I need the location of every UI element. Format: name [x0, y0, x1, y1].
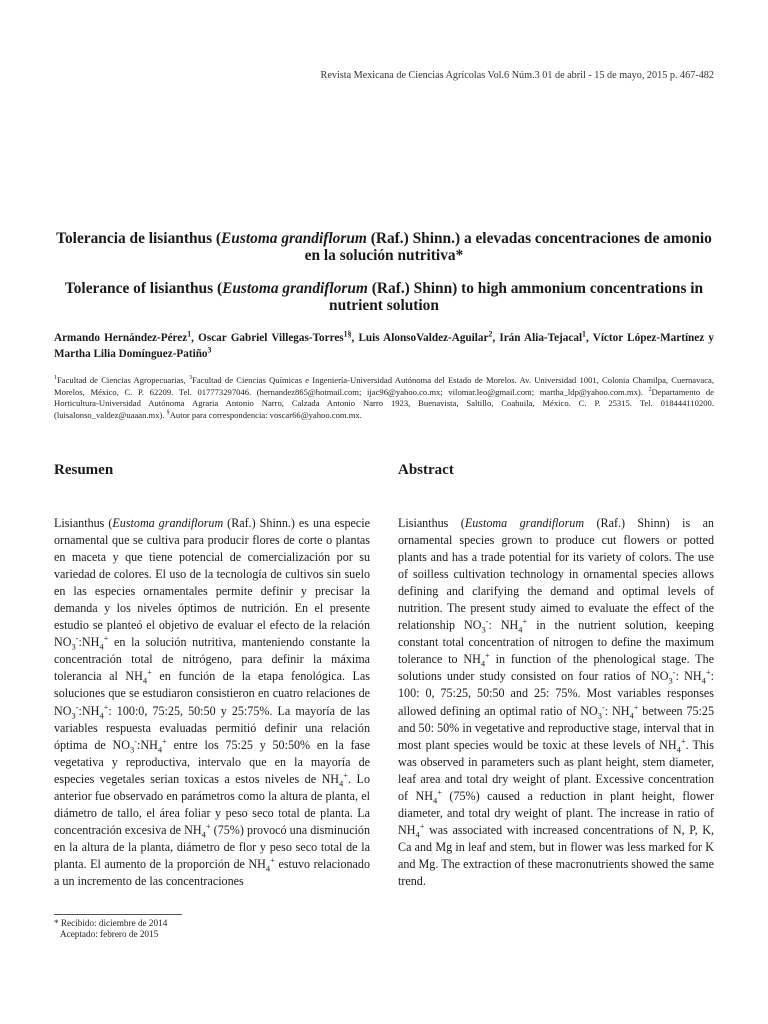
- nh4-superscript: +: [343, 769, 349, 780]
- abstract-body: [398, 515, 714, 890]
- nh4-subscript: 4: [157, 744, 163, 755]
- author-2: , Oscar Gabriel Villegas-Torres: [191, 332, 344, 344]
- nh4-subscript: 4: [629, 709, 634, 720]
- abstract-text: : NH: [488, 618, 519, 633]
- no3-subscript: 3: [481, 624, 486, 635]
- no3-subscript: 3: [668, 675, 673, 686]
- author-3: , Luis AlonsoValdez-Aguilar: [351, 332, 489, 344]
- nh4-subscript: 4: [99, 641, 104, 652]
- received-footnote: [54, 918, 167, 940]
- abstract-heading: Abstract: [398, 462, 454, 478]
- abstract-text: : 100: 0, 75:25, 50:50 and 25: 75%. Most variables responses allowed defining an optimal ratio of NO: [398, 669, 714, 718]
- nh4-subscript: 4: [432, 795, 438, 806]
- affil-sup-1: 1: [54, 375, 58, 382]
- abstract-text: was associated with increased concentrations of N, P, K, Ca and Mg in leaf and stem, but in flower was less marked for K and Mg. The extraction of these macronutrients showed the same trend.: [398, 822, 714, 888]
- author-4-sup: 1: [582, 329, 586, 339]
- nh4-superscript: +: [147, 667, 152, 678]
- author-3-sup: 2: [488, 329, 493, 339]
- nh4-subscript: 4: [142, 675, 148, 686]
- accepted-date: Aceptado: febrero de 2015: [60, 929, 159, 939]
- affil-sup-3: 3: [189, 375, 193, 382]
- nh4-superscript: +: [205, 820, 211, 831]
- resumen-text: . Lo anterior fue observado en parámetros como la altura de planta, el diámetro de tallo, el área foliar y peso seco total de planta. La concentración excesiva de NH: [54, 771, 370, 837]
- abstract-text: (Raf.) Shinn) is an ornamental species grown to produce cut flowers or potted plants and has a trade potential for its variety of colors. The use of soilless cultivation technology in ornamental species allows defining and clarifying the demand and optimal levels of nutrition. The present study aimed to evaluate the effect of the relationship NO: [398, 516, 714, 633]
- abstract-species: Eustoma grandiflorum: [464, 516, 585, 530]
- nh4-subscript: 4: [201, 829, 206, 840]
- nh4-superscript: +: [522, 616, 528, 627]
- nh4-subscript: 4: [676, 744, 681, 755]
- abstract-text: : NH: [604, 703, 630, 718]
- no3-superscript: -: [134, 735, 138, 746]
- nh4-subscript: 4: [415, 829, 420, 840]
- resumen-text: : 100:0, 75:25, 50:50 y 25:75%. La mayoría de las variables respuesta evaluadas permitió definir una relación óptima de NO: [54, 703, 370, 752]
- affil-text-2: Departamento de Horticultura-Universidad Autónoma Agraria Antonio Narro, Calzada Antonio Narro 1923, Buenavista, Saltillo, Coahuila, México. C. P. 25315. Tel. 018444110200. (luisalonso_valdez@uaaan.mx).: [54, 386, 714, 420]
- resumen-species: Eustoma grandiflorum: [112, 516, 224, 530]
- affil-sup-2: 2: [648, 386, 652, 393]
- nh4-subscript: 4: [701, 675, 706, 686]
- nh4-superscript: +: [633, 701, 639, 712]
- title-en-post: (Raf.) Shinn) to high ammonium concentrations in nutrient solution: [329, 280, 704, 314]
- no3-superscript: -: [75, 633, 79, 644]
- no3-superscript: -: [485, 616, 489, 627]
- resumen-text: :NH: [78, 703, 100, 718]
- no3-subscript: 3: [129, 744, 135, 755]
- nh4-subscript: 4: [480, 658, 486, 669]
- resumen-text: (Raf.) Shinn.) es una especie ornamental que se cultiva para producir flores de corte o plantas en maceta y que tiene potencial de comercialización por su variedad de colores. El uso de la tecnología de cultivos sin suelo en las especies ornamentales permite definir y precisar la demanda y los niveles óptimos de nutrición. En el presente estudio se planteó el objetivo de evaluar el efecto de la relación NO: [54, 516, 370, 650]
- abstract-text: in function of the phenological stage. The solutions under study consisted on four ratios of NO: [398, 652, 714, 684]
- title-es-species: Eustoma grandiflorum: [221, 230, 367, 247]
- author-1-sup: 1: [187, 329, 192, 339]
- nh4-superscript: +: [103, 701, 109, 712]
- title-en-pre: Tolerance of lisianthus (: [64, 280, 223, 297]
- resumen-text: entre los 75:25 y 50:50% en la fase vegetativa y reproductiva, intervalo que en la mayoría de especies vegetales serian toxicas a estos niveles de NH: [54, 737, 370, 786]
- nh4-subscript: 4: [99, 709, 104, 720]
- nh4-subscript: 4: [265, 863, 271, 874]
- resumen-text: (75%) provocó una disminución en la altura de la planta, diámetro de flor y peso seco total de la planta. El aumento de la proporción de NH: [54, 822, 371, 871]
- journal-header: Revista Mexicana de Ciencias Agrícolas Vol.6 Núm.3 01 de abril - 15 de mayo, 2015 p. 467-482: [320, 70, 714, 81]
- resumen-text: en función de la etapa fenológica. Las soluciones que se estudiaron consistieron en cuatro relaciones de NO: [54, 669, 370, 718]
- author-1: Armando Hernández-Pérez: [54, 332, 188, 344]
- footnote-divider: [54, 914, 182, 915]
- title-spanish: [54, 230, 714, 264]
- affiliations: [54, 375, 714, 421]
- nh4-subscript: 4: [518, 624, 523, 635]
- resumen-body: [54, 515, 370, 890]
- nh4-superscript: +: [103, 633, 109, 644]
- author-5-sup: 3: [207, 345, 212, 355]
- no3-subscript: 3: [597, 709, 602, 720]
- author-4: , Irán Alia-Tejacal: [492, 332, 583, 344]
- no3-superscript: -: [75, 701, 79, 712]
- title-es-pre: Tolerancia de lisianthus (: [56, 230, 222, 247]
- title-en-species: Eustoma grandiflorum: [222, 280, 368, 297]
- nh4-superscript: +: [162, 735, 167, 746]
- nh4-superscript: +: [437, 786, 442, 797]
- nh4-superscript: +: [270, 854, 275, 865]
- received-date: * Recibido: diciembre de 2014: [54, 918, 168, 928]
- nh4-superscript: +: [419, 820, 425, 831]
- nh4-superscript: +: [485, 650, 490, 661]
- abstract-text: Lisianthus (: [398, 516, 465, 530]
- resumen-heading: Resumen: [54, 462, 114, 478]
- affil-text-3: Facultad de Ciencias Químicas e Ingeniería-Universidad Autónoma del Estado de Morelos. Av. Universidad 1001, Colonia Chamilpa, Cuernavaca, Morelos, México, C. P. 62209. Tel. 017773297046. (hernandez865@hotmail.com; ijac96@yahoo.co.mx; vilomar.leo@gmail.com; martha_ldp@yahoo.com.mx).: [54, 375, 714, 397]
- author-list: [54, 330, 714, 362]
- resumen-text: Lisianthus (: [54, 516, 113, 530]
- resumen-text: :NH: [78, 635, 100, 650]
- no3-superscript: -: [601, 701, 605, 712]
- affil-sup-corr: §: [166, 409, 170, 416]
- no3-superscript: -: [672, 667, 676, 678]
- abstract-text: in the nutrient solution, keeping constant total concentration of nitrogen to define the maximum tolerance to NH: [398, 618, 714, 667]
- resumen-text: :NH: [137, 737, 158, 752]
- abstract-text: : NH: [675, 669, 702, 684]
- nh4-superscript: +: [680, 735, 686, 746]
- no3-subscript: 3: [71, 641, 76, 652]
- affil-text-corr: Autor para correspondencia: voscar66@yahoo.com.mx.: [169, 409, 362, 420]
- title-es-post: (Raf.) Shinn.) a elevadas concentraciones de amonio en la solución nutritiva*: [304, 230, 712, 264]
- resumen-text: en la solución nutritiva, manteniendo constante la concentración total de nitrógeno, para definir la máxima tolerancia al NH: [54, 635, 370, 684]
- abstract-text: between 75:25 and 50: 50% in vegetative and reproductive stage, interval that in most plant species would be toxic at these levels of NH: [398, 703, 714, 752]
- author-2-sup: 1§: [343, 329, 352, 339]
- author-5: , Víctor López-Martínez y Martha Lilia Domínguez-Patiño: [54, 332, 714, 360]
- abstract-text: . This was observed in parameters such as plant height, stem diameter, leaf area and total dry weight of plant. Excessive concentration of NH: [398, 737, 714, 803]
- title-english: [54, 280, 714, 314]
- nh4-superscript: +: [705, 667, 711, 678]
- resumen-text: estuvo relacionado a un incremento de las concentraciones: [54, 856, 371, 888]
- no3-subscript: 3: [71, 709, 76, 720]
- affil-text-1: Facultad de Ciencias Agropecuarias,: [57, 375, 190, 385]
- abstract-text: (75%) caused a reduction in plant height, flower diameter, and total dry weight of plant. The increase in ratio of NH: [398, 788, 714, 837]
- nh4-subscript: 4: [339, 778, 344, 789]
